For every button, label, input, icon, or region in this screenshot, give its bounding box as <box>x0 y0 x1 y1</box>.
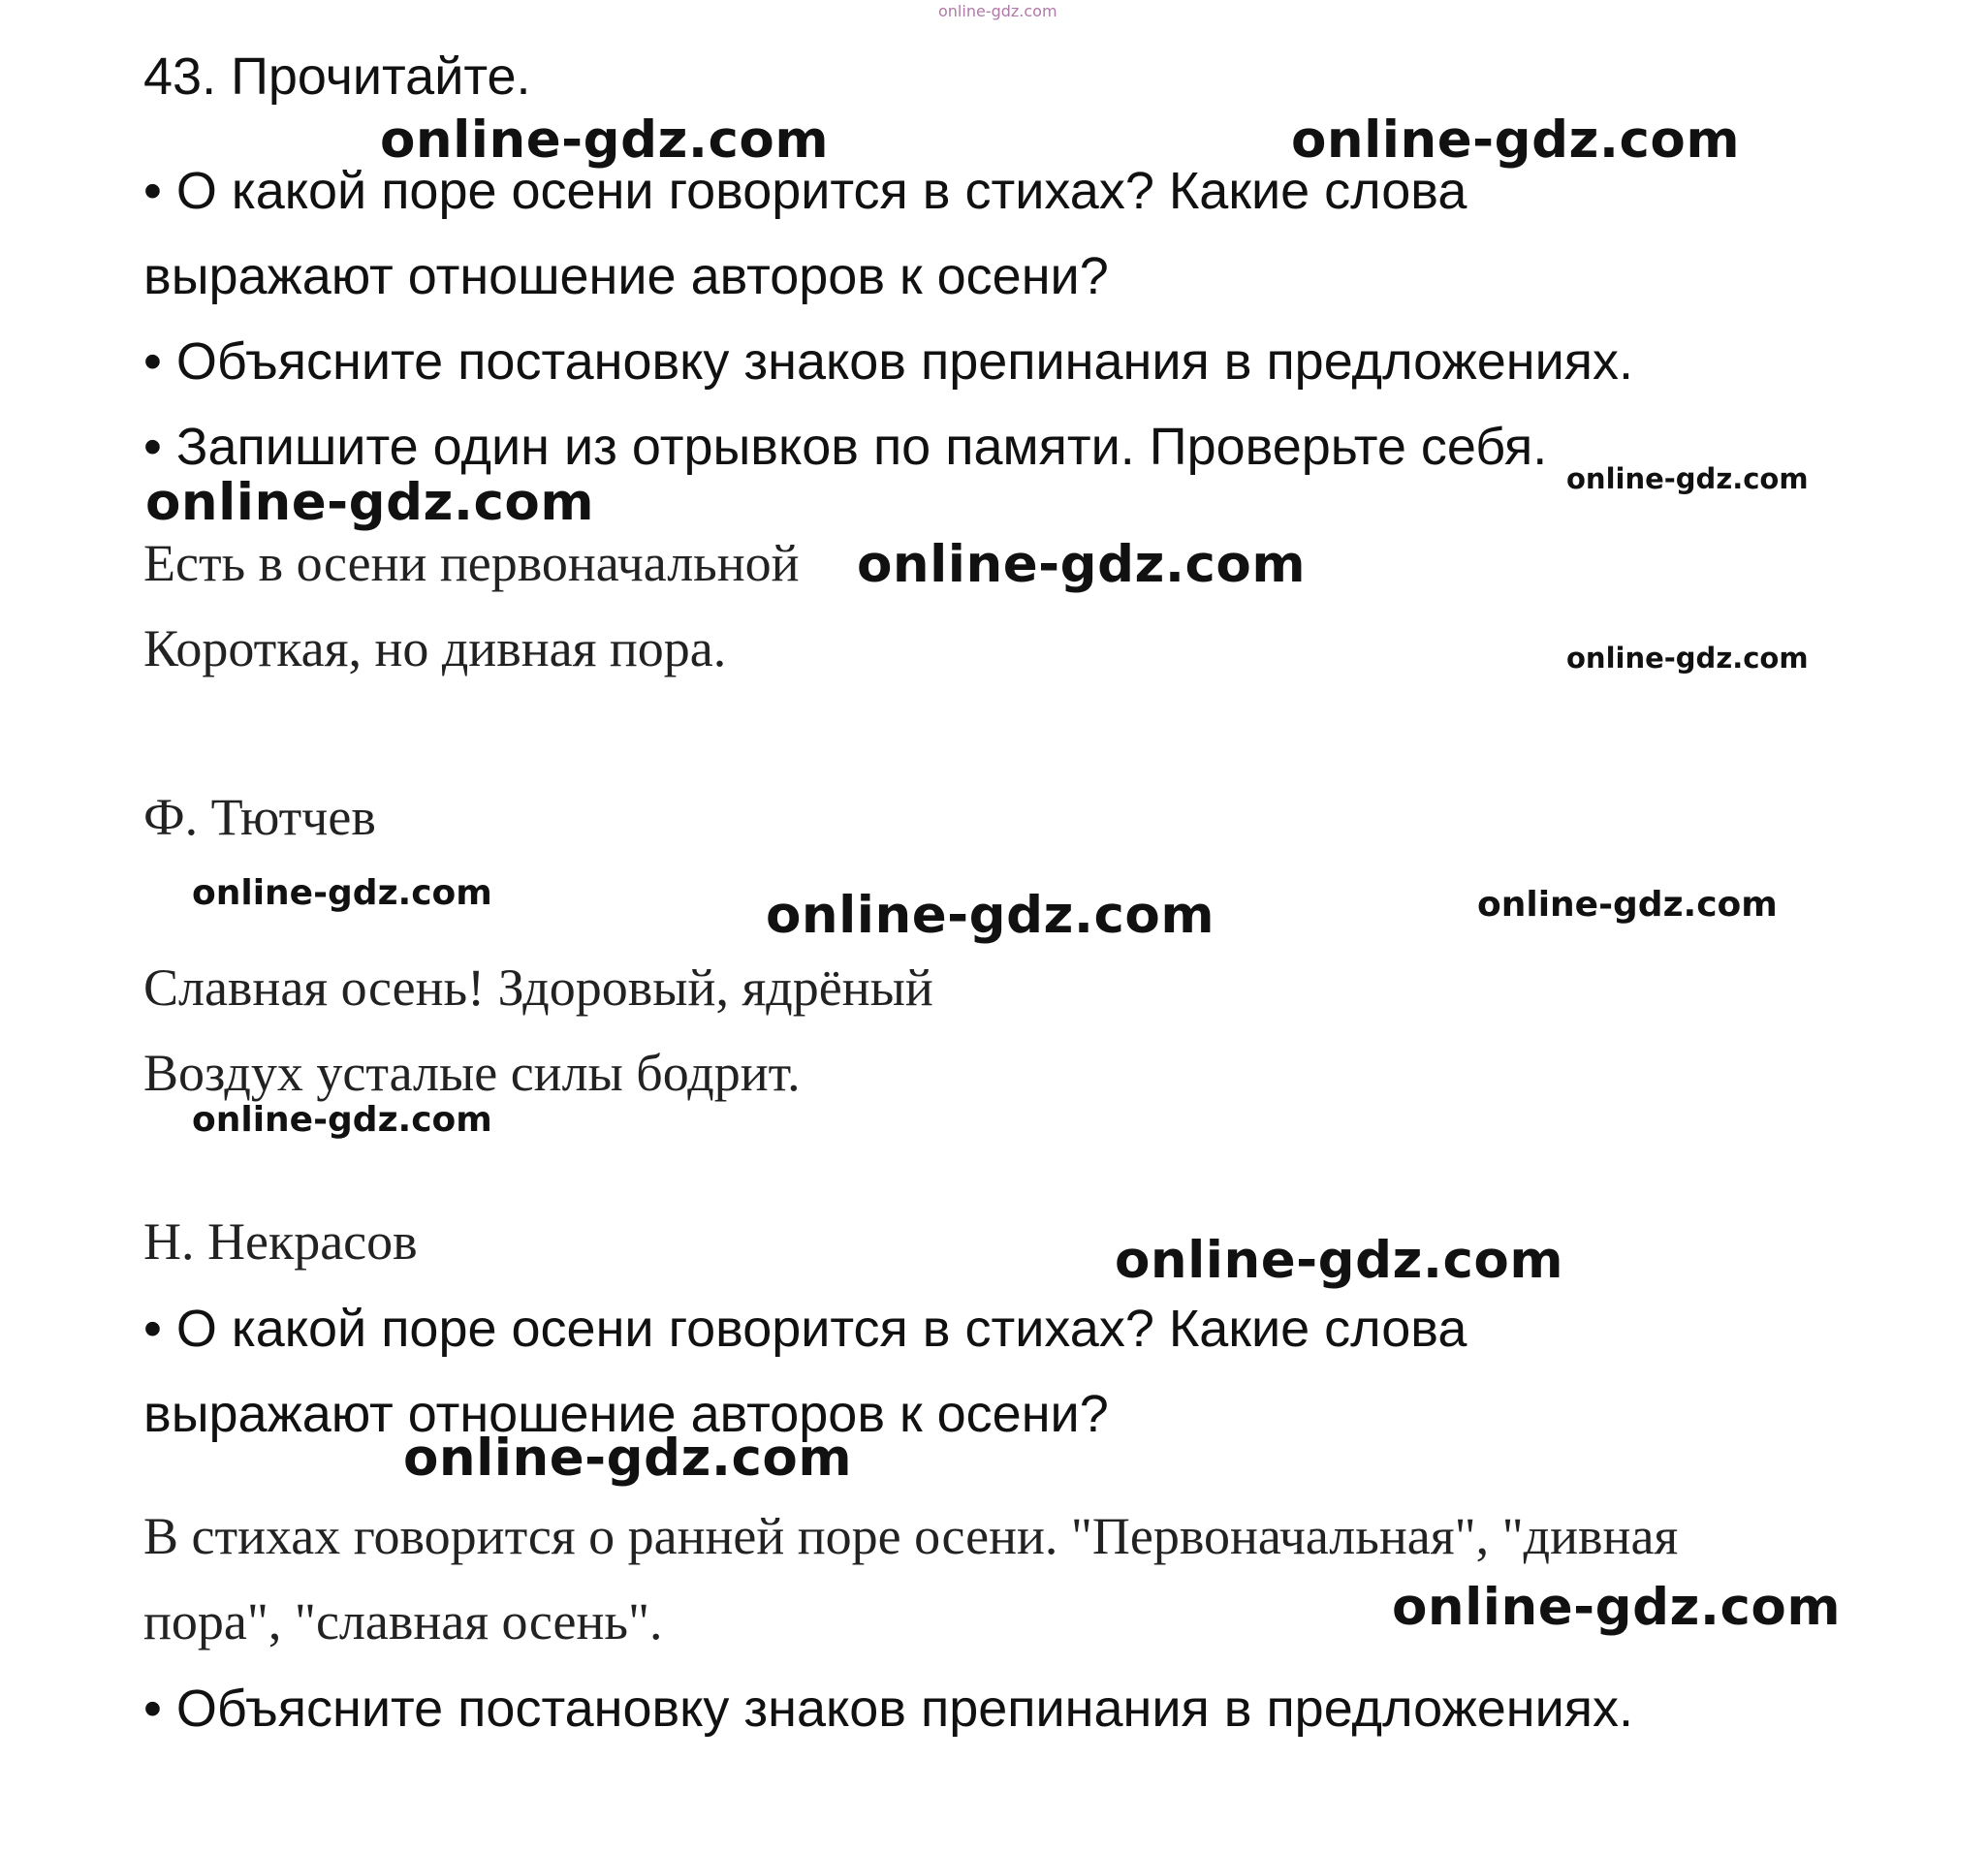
poem-line: Есть в осени первоначальной <box>143 534 800 592</box>
watermark-text: online-gdz.com <box>1566 462 1809 495</box>
question-line: выражают отношение авторов к осени? <box>143 247 1109 305</box>
poem-line: Воздух усталые силы бодрит. <box>143 1044 801 1102</box>
poem-line: Короткая, но дивная пора. <box>143 619 727 677</box>
watermark-text: online-gdz.com <box>1566 642 1809 675</box>
answer-text: В стихах говорится о ранней поре осени. "Первоначальная", "дивная <box>143 1507 1679 1565</box>
answer-question: выражают отношение авторов к осени? <box>143 1385 1109 1443</box>
watermark-text: online-gdz.com <box>1291 110 1741 170</box>
watermark-text: online-gdz.com <box>192 873 492 913</box>
poem-author: Н. Некрасов <box>143 1212 418 1271</box>
watermark-text: online-gdz.com <box>380 110 830 170</box>
watermark-text: online-gdz.com <box>766 886 1215 945</box>
task-heading: 43. Прочитайте. <box>143 47 531 106</box>
watermark-text: online-gdz.com <box>145 473 595 532</box>
question-line: • Объясните постановку знаков препинания в предложениях. <box>143 332 1633 391</box>
watermark-text: online-gdz.com <box>1115 1231 1564 1290</box>
answer-question: • Объясните постановку знаков препинания в предложениях. <box>143 1680 1633 1738</box>
watermark-text: online-gdz.com <box>1392 1578 1842 1637</box>
watermark-text: online-gdz.com <box>938 2 1057 20</box>
question-line: • Запишите один из отрывков по памяти. Проверьте себя. <box>143 418 1548 476</box>
watermark-text: online-gdz.com <box>192 1100 492 1140</box>
answer-question: • О какой поре осени говорится в стихах? Какие слова <box>143 1300 1467 1358</box>
watermark-text: online-gdz.com <box>1477 885 1778 925</box>
poem-author: Ф. Тютчев <box>143 788 376 846</box>
answer-text: пора", "славная осень". <box>143 1592 663 1650</box>
watermark-text: online-gdz.com <box>857 535 1307 594</box>
poem-line: Славная осень! Здоровый, ядрёный <box>143 958 933 1017</box>
question-line: • О какой поре осени говорится в стихах? Какие слова <box>143 162 1467 220</box>
watermark-text: online-gdz.com <box>403 1429 853 1488</box>
